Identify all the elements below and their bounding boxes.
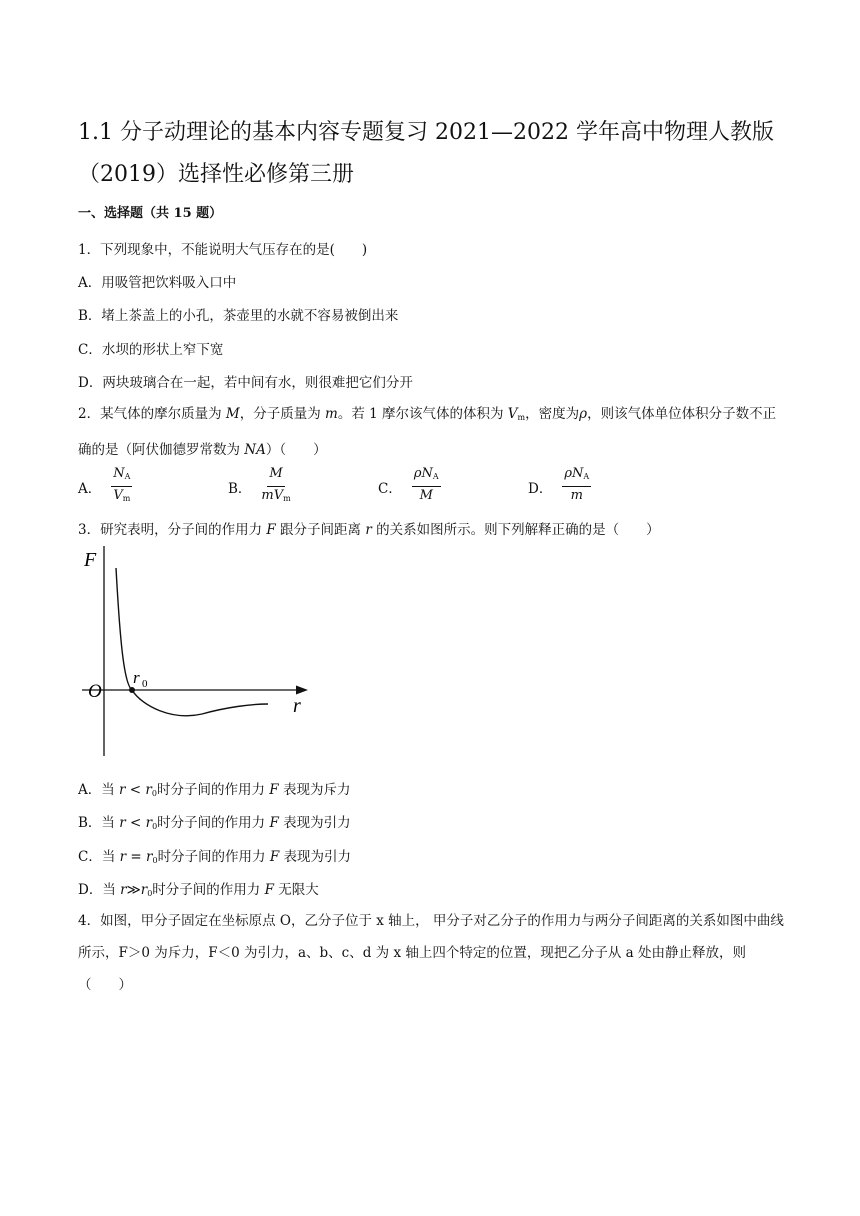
question-4-stem: 4．如图，甲分子固定在坐标原点 O，乙分子位于 x 轴上， 甲分子对乙分子的作用力与两分子间距离的关系如图中曲线所示，F＞0 为斥力，F＜0 为引力，a、b、c、d 为 x 轴上四个特定的位置，现把乙分子从 a 处由静止释放，则（ ） xyxy=(78,913,784,993)
question-2-option-d: D． $\frac{\rho N_A}{m}$ xyxy=(528,466,591,507)
question-1-option-b: B．堵上茶盖上的小孔，茶壶里的水就不容易被倒出来 xyxy=(78,308,399,324)
fraction: $\frac{\rho N_A}{m}$ xyxy=(564,466,590,503)
section-heading: 一、选择题（共 15 题） xyxy=(78,206,223,221)
force-curve xyxy=(116,568,268,716)
y-axis-label: F xyxy=(84,549,97,571)
force-distance-graph xyxy=(82,546,312,758)
origin-label: O xyxy=(88,681,102,702)
page-title: 1.1 分子动理论的基本内容专题复习 2021—2022 学年高中物理人教版（2019）选择性必修第三册 xyxy=(78,120,774,187)
question-3-option-a: A．当 $r < r_0$时分子间的作用力 F 表现为斥力 xyxy=(78,782,351,798)
x-axis-arrow xyxy=(296,686,308,695)
question-2-stem: 2．某气体的摩尔质量为 M，分子质量为 m。若 1 摩尔该气体的体积为 $V_m$，密度为ρ，则该气体单位体积分子数不正确的是（阿伏伽德罗常数为 NA）（ ） xyxy=(78,406,777,458)
question-2-option-c: C． $\frac{\rho N_A}{M}$ xyxy=(378,466,441,507)
question-2-option-a: A． $\frac{N_A}{V_m}$ xyxy=(78,466,132,507)
question-1-option-c: C．水坝的形状上窄下宽 xyxy=(78,342,224,358)
question-1-option-d: D．两块玻璃合在一起，若中间有水，则很难把它们分开 xyxy=(78,375,413,391)
r0-point xyxy=(129,687,135,693)
question-3-stem: 3．研究表明，分子间的作用力 F 跟分子间距离 r 的关系如图所示。则下列解释正确的是（ ） xyxy=(78,522,660,538)
question-3-option-d: D．当 $r≫r_0$时分子间的作用力 F 无限大 xyxy=(78,882,319,898)
fraction: $\frac{M}{mV_m}$ xyxy=(261,466,291,503)
fraction: $\frac{N_A}{V_m}$ xyxy=(113,466,131,503)
question-1-option-a: A．用吸管把饮料吸入口中 xyxy=(78,275,237,291)
x-axis-label: r xyxy=(293,695,301,717)
question-3-option-b: B．当 $r < r_0$时分子间的作用力 F 表现为引力 xyxy=(78,815,351,831)
question-1-stem: 1．下列现象中，不能说明大气压存在的是( ) xyxy=(78,242,368,258)
fraction: $\frac{\rho N_A}{M}$ xyxy=(413,466,439,503)
question-2-option-b: B． $\frac{M}{mV_m}$ xyxy=(228,466,291,507)
r0-subscript: 0 xyxy=(142,678,148,690)
r0-label: r xyxy=(133,668,140,687)
question-3-option-c: C．当 $r = r_0$时分子间的作用力 F 表现为引力 xyxy=(78,849,352,865)
